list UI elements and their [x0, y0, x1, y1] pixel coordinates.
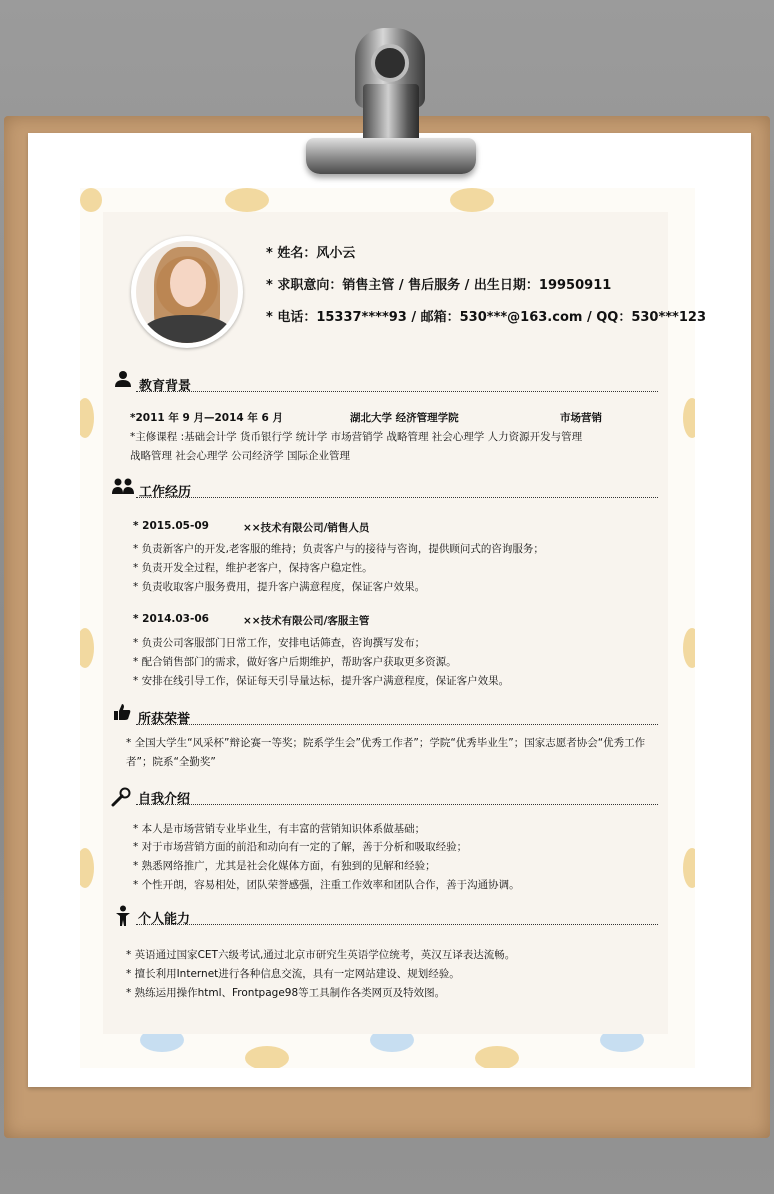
flower-decoration	[80, 848, 94, 888]
flower-decoration	[80, 398, 94, 438]
self-item: * 熟悉网络推广，尤其是社会化媒体方面，有独到的见解和经验；	[133, 860, 436, 872]
people-icon	[112, 477, 134, 500]
microphone-icon	[111, 787, 131, 812]
job-duty: * 安排在线引导工作，保证每天引导量达标，提升客户满意程度，保证客户效果。	[133, 675, 510, 687]
skills-item: * 熟练运用操作html、Frontpage98等工具制作各类网页及特效图。	[126, 987, 446, 999]
contact-line: * 电话：15337****93 / 邮箱：530***@163.com / QQ：530***123	[266, 310, 706, 325]
section-divider	[136, 804, 658, 805]
flower-decoration	[683, 628, 695, 668]
education-school: 湖北大学 经济管理学院	[350, 412, 459, 424]
flower-decoration	[683, 398, 695, 438]
section-divider	[136, 497, 658, 498]
skills-item: * 英语通过国家CET六级考试,通过北京市研究生英语学位统考，英汉互译表达流畅。	[126, 949, 516, 961]
work-title: 工作经历	[139, 485, 192, 500]
honors-title: 所获荣誉	[138, 712, 191, 727]
binder-clip-body	[363, 84, 419, 144]
thumbs-up-icon	[113, 703, 131, 726]
section-divider	[136, 391, 658, 392]
binder-clip-base	[306, 138, 476, 174]
education-title: 教育背景	[139, 379, 192, 394]
education-courses-cont: 战略管理 社会心理学 公司经济学 国际企业管理	[130, 450, 351, 462]
flower-decoration	[225, 188, 269, 212]
name-line: * 姓名：风小云	[266, 246, 356, 261]
binder-clip-hole	[371, 44, 409, 82]
job-duty: * 配合销售部门的需求，做好客户后期维护，帮助客户获取更多资源。	[133, 656, 457, 668]
job-duty: * 负责收取客户服务费用，提升客户满意程度，保证客户效果。	[133, 581, 426, 593]
flower-decoration	[683, 848, 695, 888]
skills-title: 个人能力	[138, 912, 191, 927]
skills-item: * 擅长利用Internet进行各种信息交流，具有一定网站建设、规划经验。	[126, 968, 460, 980]
job-company: ××技术有限公司/客服主管	[243, 615, 370, 627]
education-major: 市场营销	[560, 412, 602, 424]
honors-text: * 全国大学生“风采杯”辩论赛一等奖；院系学生会”优秀工作者”；学院“优秀毕业生”；国家志愿者协会“优秀工作者”；院系“全勤奖”	[126, 737, 646, 768]
education-courses: *主修课程 :基础会计学 货币银行学 统计学 市场营销学 战略管理 社会心理学 人力资源开发与管理	[130, 431, 583, 443]
figure-icon	[115, 905, 131, 932]
flower-decoration	[450, 188, 494, 212]
intent-line: * 求职意向：销售主管 / 售后服务 / 出生日期：19950911	[266, 278, 612, 293]
job-duty: * 负责新客户的开发,老客服的维持；负责客户与的接待与咨询，提供顾问式的咨询服务；	[133, 543, 544, 555]
flower-decoration	[475, 1046, 519, 1068]
self-title: 自我介绍	[138, 792, 191, 807]
flower-decoration	[80, 188, 102, 212]
section-divider	[136, 924, 658, 925]
avatar	[131, 236, 243, 348]
flower-decoration	[80, 628, 94, 668]
person-icon	[114, 370, 132, 393]
job-duty: * 负责公司客服部门日常工作，安排电话筛查，咨询撰写发布；	[133, 637, 426, 649]
self-item: * 对于市场营销方面的前沿和动向有一定的了解，善于分析和吸取经验；	[133, 841, 468, 853]
self-item: * 个性开朗，容易相处，团队荣誉感强，注重工作效率和团队合作，善于沟通协调。	[133, 879, 520, 891]
section-divider	[136, 724, 658, 725]
job-date: * 2015.05-09	[133, 520, 209, 532]
job-company: ××技术有限公司/销售人员	[243, 522, 370, 534]
job-date: * 2014.03-06	[133, 613, 209, 625]
education-period: *2011 年 9 月—2014 年 6 月	[130, 412, 283, 424]
avatar-photo	[136, 241, 238, 343]
flower-decoration	[245, 1046, 289, 1068]
job-duty: * 负责开发全过程，维护老客户，保持客户稳定性。	[133, 562, 373, 574]
self-item: * 本人是市场营销专业毕业生，有丰富的营销知识体系做基础；	[133, 823, 426, 835]
